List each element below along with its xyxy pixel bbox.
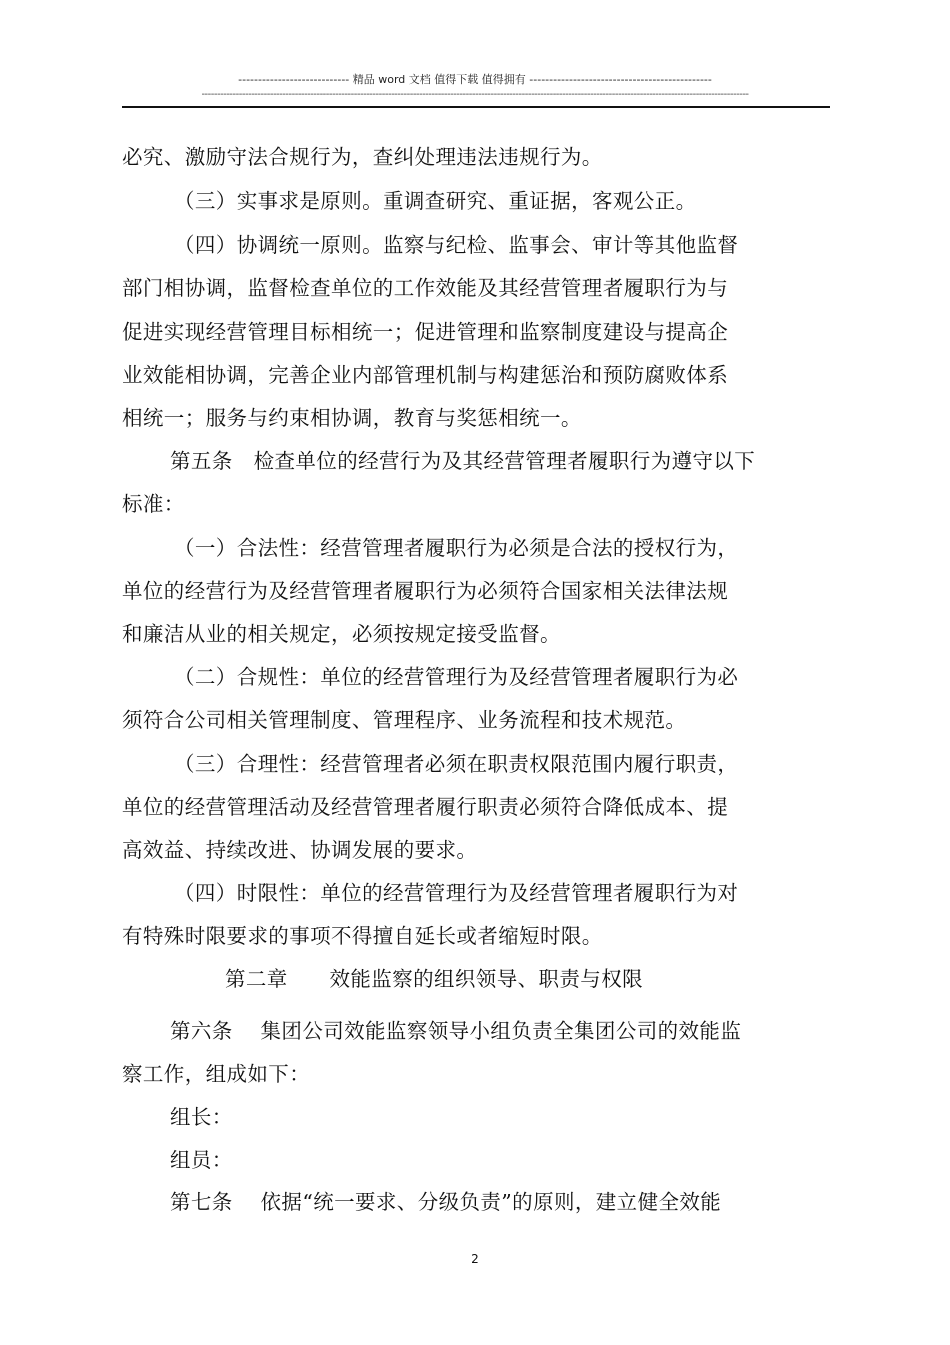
page-header: ---------------------------- 精品 word 文档 值得下载 值得拥有 ---------------------------------------------- — [238, 73, 712, 86]
group-leader-label: 组长： — [170, 1105, 233, 1129]
article-6-heading: 第六条 集团公司效能监察领导小组负责全集团公司的效能监 — [170, 1019, 742, 1043]
text-line: 单位的经营行为及经营管理者履职行为必须符合国家相关法律法规 — [122, 579, 729, 603]
chapter-2-heading: 第二章 效能监察的组织领导、职责与权限 — [225, 967, 643, 991]
group-members-label: 组员： — [170, 1148, 233, 1172]
text-line: （二）合规性：单位的经营管理行为及经营管理者履职行为必 — [174, 665, 739, 689]
text-line: 高效益、持续改进、协调发展的要求。 — [122, 838, 478, 862]
text-line: （三）实事求是原则。重调查研究、重证据，客观公正。 — [174, 189, 697, 213]
text-line: 相统一；服务与约束相协调，教育与奖惩相统一。 — [122, 406, 582, 430]
text-line: 察工作，组成如下： — [122, 1062, 311, 1086]
text-line: 促进实现经营管理目标相统一；促进管理和监察制度建设与提高企 — [122, 320, 729, 344]
text-line: 部门相协调，监督检查单位的工作效能及其经营管理者履职行为与 — [122, 276, 729, 300]
header-rule — [122, 106, 830, 108]
text-line: 标准： — [122, 492, 185, 516]
text-line: 单位的经营管理活动及经营管理者履行职责必须符合降低成本、提 — [122, 795, 729, 819]
text-line: 业效能相协调，完善企业内部管理机制与构建惩治和预防腐败体系 — [122, 363, 729, 387]
text-line: 须符合公司相关管理制度、管理程序、业务流程和技术规范。 — [122, 708, 687, 732]
page-header-dashes: -------------------------------------------------------------------------------------------------------------------------------------------------------------------------------- — [201, 89, 749, 100]
text-line: 和廉洁从业的相关规定，必须按规定接受监督。 — [122, 622, 561, 646]
text-line: 有特殊时限要求的事项不得擅自延长或者缩短时限。 — [122, 924, 603, 948]
article-5-heading: 第五条 检查单位的经营行为及其经营管理者履职行为遵守以下 — [170, 449, 756, 473]
text-line: （四）时限性：单位的经营管理行为及经营管理者履职行为对 — [174, 881, 739, 905]
article-7-heading: 第七条 依据“统一要求、分级负责”的原则，建立健全效能 — [170, 1190, 722, 1214]
text-line: （四）协调统一原则。监察与纪检、监事会、审计等其他监督 — [174, 233, 739, 257]
text-line: （三）合理性：经营管理者必须在职责权限范围内履行职责， — [174, 752, 739, 776]
text-line: （一）合法性：经营管理者履职行为必须是合法的授权行为， — [174, 536, 739, 560]
page-number: 2 — [471, 1252, 479, 1266]
text-line: 必究、激励守法合规行为，查纠处理违法违规行为。 — [122, 145, 603, 169]
